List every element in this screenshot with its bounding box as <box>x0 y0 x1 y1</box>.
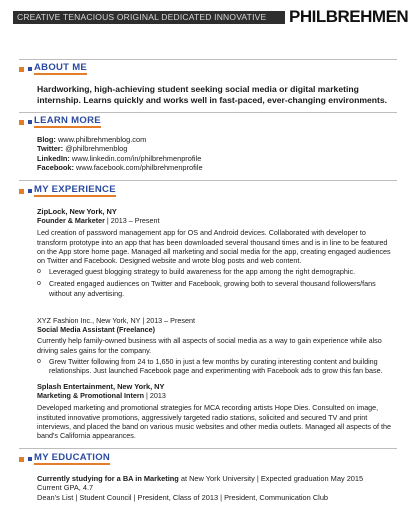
bullet-square-icon <box>28 120 32 124</box>
last-name: BREHMEN <box>325 7 409 26</box>
job-description: Developed marketing and promotional strategies for MCA recording artists Hope Dies. Consulted on image, instituted innovative promotions, aggressively targeted radio stations, solicited and secured TV and print interviews, and placed the band on various music websites and other media outlets. Managed all aspects of the band's California appearances. <box>37 403 391 441</box>
list-item: o Leveraged guest blogging strategy to build awareness for the app among the right demographic. <box>37 267 356 277</box>
bullet-square-icon <box>19 189 24 194</box>
job-splash <box>37 382 397 440</box>
divider <box>19 448 397 449</box>
job-company: ZipLock, New York, NY <box>37 207 117 216</box>
contact-links <box>37 135 203 172</box>
section-title: MY EDUCATION <box>34 452 111 463</box>
tagline: CREATIVE TENACIOUS ORIGINAL DEDICATED INNOVATIVE <box>13 11 285 24</box>
link-blog[interactable]: Blog: www.philbrehmenblog.com <box>37 135 147 144</box>
resume-header <box>0 0 415 48</box>
divider <box>19 180 397 181</box>
link-twitter[interactable]: Twitter: @philbrehmenblog <box>37 144 128 154</box>
link-linkedin[interactable]: LinkedIn: www.linkedin.com/in/philbrehmenprofile <box>37 153 202 163</box>
bullet-square-icon <box>19 67 24 72</box>
education-gpa: Current GPA, 4.7 <box>37 483 94 493</box>
section-experience <box>19 184 116 198</box>
job-description: Led creation of password management app for OS and Android devices. Collaborated with developer to transform prototype into an app that has been downloaded several thousand times and is in line to be featured on the App store home page. Managed all marketing and social media for the app, creating engaged audiences on Twitter and Facebook. Designed website and wrote blog posts and web content. <box>37 228 391 266</box>
job-ziplock <box>37 207 397 298</box>
bullet-square-icon <box>19 120 24 125</box>
job-company: Splash Entertainment, New York, NY <box>37 382 165 391</box>
section-about <box>19 62 87 76</box>
list-item: o Created engaged audiences on Twitter and Facebook, growing both to several thousand followers/fans without any advertising. <box>37 279 376 298</box>
bullet-square-icon <box>19 457 24 462</box>
section-title: LEARN MORE <box>34 115 101 126</box>
first-name: PHIL <box>289 7 326 26</box>
section-learn-more <box>19 115 101 129</box>
list-item: o Grew Twitter following from 24 to 1,650 in just a few months by curating interesting content and building relationships. Just launched Facebook page and experimenting with Facebook ads to grow this fan base. <box>37 356 383 376</box>
link-facebook[interactable]: Facebook: www.facebook.com/philbrehmenprofile <box>37 162 203 172</box>
job-company: XYZ Fashion Inc., New York, NY | 2013 – Present <box>37 316 195 325</box>
about-text: Hardworking, high-achieving student seeking social media or digital marketing internship. Learns quickly and works well in fast-paced, ever-changing environments. <box>37 84 388 105</box>
job-role: Marketing & Promotional Intern | 2013 <box>37 391 166 401</box>
divider <box>19 112 397 113</box>
bullet-square-icon <box>28 457 32 461</box>
job-role: Founder & Marketer | 2013 – Present <box>37 216 160 226</box>
divider <box>19 59 397 60</box>
section-title: ABOUT ME <box>34 62 88 73</box>
section-title: MY EXPERIENCE <box>34 184 116 195</box>
education-details <box>37 474 397 502</box>
section-education <box>19 452 110 466</box>
bullet-square-icon <box>28 189 32 193</box>
job-xyz-fashion <box>37 316 397 375</box>
education-honors: Dean's List | Student Council | President, Class of 2013 | President, Communication Club <box>37 492 329 502</box>
job-role: Social Media Assistant (Freelance) <box>37 325 155 335</box>
education-degree: Currently studying for a BA in Marketing at New York University | Expected graduation May 2015 <box>37 474 364 483</box>
job-description: Currently help family-owned business with all aspects of social media as a way to gain experience while also driving sales gains for the company. <box>37 336 382 355</box>
bullet-square-icon <box>28 67 32 71</box>
name-logo <box>289 7 408 27</box>
